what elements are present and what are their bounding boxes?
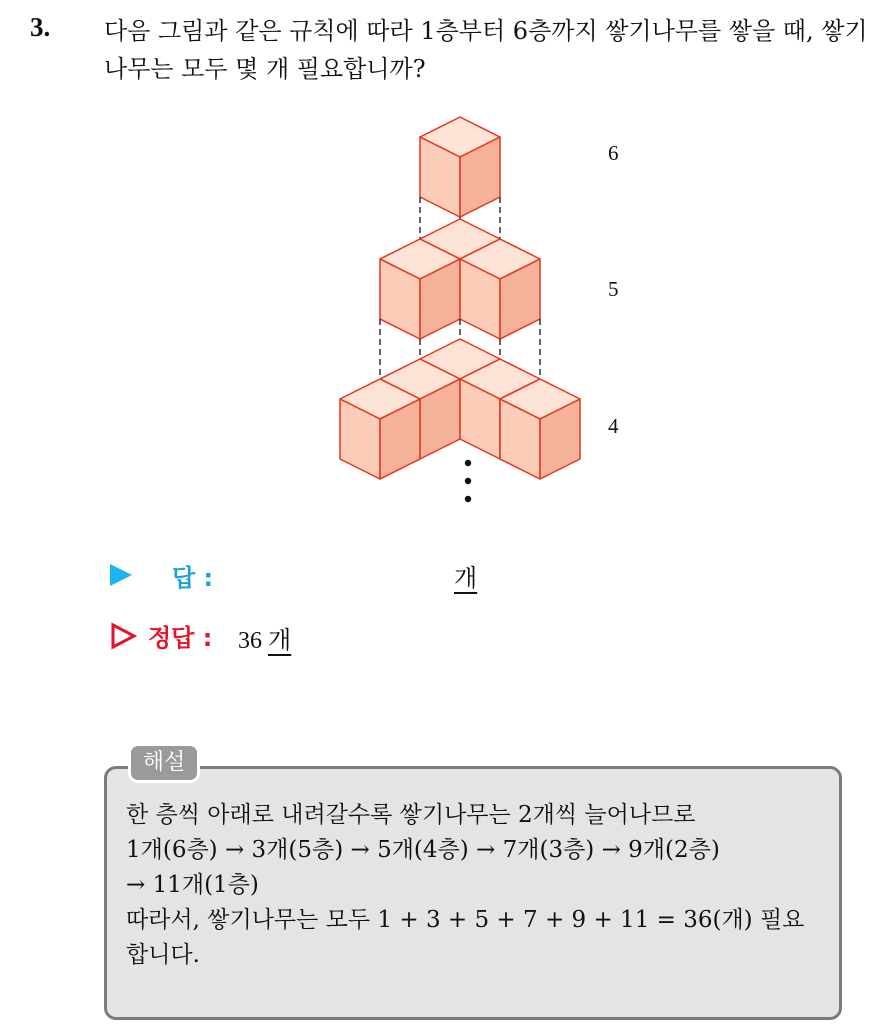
solution-value [238, 620, 291, 655]
solution-unit: 개 [268, 626, 292, 654]
explanation-line: 따라서, 쌓기나무는 모두 1 + 3 + 5 + 7 + 9 + 11 = 36(개) 필요 [126, 907, 805, 933]
layer-label-4: 4 [608, 414, 619, 438]
explanation-line: 합니다. [126, 942, 200, 968]
solution-label: 정답 : [148, 624, 213, 652]
solution-number: 36 [238, 628, 262, 654]
explanation-line: → 11개(1층) [126, 872, 259, 898]
play-icon [110, 564, 132, 586]
cube-stack-drawing [300, 105, 600, 520]
layer-label-5: 5 [608, 277, 619, 301]
explanation-line: 한 층씩 아래로 내려갈수록 쌓기나무는 2개씩 늘어나므로 [126, 802, 696, 828]
stacked-cubes-figure [300, 105, 680, 520]
layer-label-6: 6 [608, 141, 619, 165]
explanation-text [126, 798, 838, 973]
continuation-dot [465, 478, 471, 484]
continuation-dot [465, 496, 471, 502]
question-number: 3. [30, 12, 51, 42]
continuation-dot [465, 460, 471, 466]
explanation-line: 1개(6층) → 3개(5층) → 5개(4층) → 7개(3층) → 9개(2층) [126, 837, 720, 863]
outline-play-icon [110, 622, 138, 650]
question-text: 다음 그림과 같은 규칙에 따라 1층부터 6층까지 쌓기나무를 쌓을 때, 쌓기나무는 모두 몇 개 필요합니까? [104, 17, 868, 83]
answer-row [110, 558, 610, 592]
answer-label: 답 : [172, 564, 214, 592]
solution-row [110, 618, 610, 654]
explanation-tab: 해설 [128, 743, 200, 783]
answer-unit: 개 [454, 564, 478, 592]
